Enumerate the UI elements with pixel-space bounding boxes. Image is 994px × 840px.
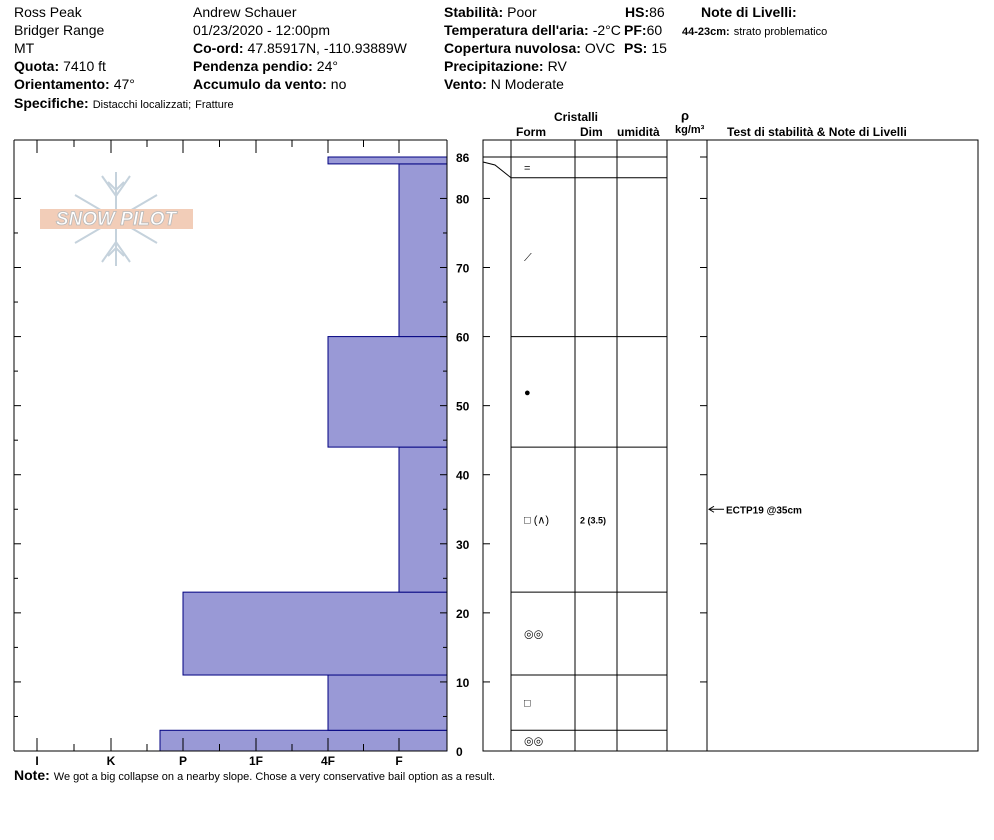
crystal-form-symbol: □ (∧) [524, 514, 550, 527]
rho-header: ρ [681, 108, 690, 123]
stability-label: Stabilità: [444, 4, 504, 20]
footer-note [14, 767, 495, 785]
table-frame [483, 140, 978, 751]
depth-tick-label: 10 [456, 675, 470, 690]
observation-datetime: 01/23/2020 - 12:00pm [193, 22, 330, 38]
depth-tick-label: 50 [456, 399, 470, 414]
hardness-tick-label: 4F [320, 754, 336, 768]
crystal-size-label: 2 (3.5) [580, 515, 607, 526]
note-label: Note: [14, 767, 50, 783]
layer-note-depth: 44-23cm: [682, 26, 730, 38]
ps-value: 15 [651, 40, 667, 56]
hardness-bar [399, 164, 447, 337]
range-name: Bridger Range [14, 22, 105, 38]
pf-label: PF: [624, 22, 647, 38]
surface-connector [483, 162, 511, 178]
snowpilot-logo [40, 172, 193, 266]
specifics-item: Fratture [195, 99, 234, 111]
specifics-label: Specifiche: [14, 95, 89, 111]
hardness-tick-label: I [35, 754, 39, 768]
aspect-label: Orientamento: [14, 76, 110, 92]
wind-loading-value: no [330, 76, 347, 92]
size-header: Dim [580, 125, 603, 139]
hardness-tick-label: 1F [248, 754, 264, 768]
stability-test-label: ECTP19 @35cm [726, 505, 802, 517]
depth-tick-label: 86 [456, 151, 470, 165]
depth-tick-label: 70 [456, 261, 470, 276]
stability-value: Poor [507, 4, 537, 20]
coords-label: Co-ord: [193, 40, 244, 56]
elevation-label: Quota: [14, 58, 60, 74]
stability-notes-header: Test di stabilità & Note di Livelli [727, 125, 907, 139]
air-temp-value: -2°C [592, 22, 621, 38]
hardness-tick-label: P [178, 754, 188, 768]
hs-value: 86 [649, 4, 665, 20]
density-unit-header: kg/m³ [675, 124, 705, 136]
wind-label: Vento: [444, 76, 487, 92]
elevation-value: 7410 ft [63, 58, 106, 74]
depth-tick-label: 30 [456, 537, 470, 552]
slope-label: Pendenza pendio: [193, 58, 313, 74]
depth-tick-label: 40 [456, 468, 470, 483]
sky-label: Copertura nuvolosa: [444, 40, 581, 56]
location-name: Ross Peak [14, 4, 82, 20]
hardness-bar [160, 730, 447, 751]
crystal-form-symbol: □ [524, 697, 531, 710]
form-header: Form [516, 125, 546, 139]
air-temp-label: Temperatura dell'aria: [444, 22, 589, 38]
ps-label: PS: [624, 40, 648, 56]
crystal-form-symbol: ● [524, 386, 531, 399]
note-text: We got a big collapse on a nearby slope. Chose a very conservative bail option as a result. [53, 771, 496, 783]
hardness-tick-label: F [395, 754, 403, 768]
coords-value: 47.85917N, -110.93889W [247, 40, 407, 56]
slope-value: 24° [316, 58, 338, 74]
depth-tick-label: 0 [456, 745, 463, 759]
logo-text: SNOW PILOT [55, 209, 177, 230]
crystal-form-symbol: = [524, 162, 531, 175]
hs-label: HS: [625, 4, 650, 20]
hardness-bar [328, 157, 447, 164]
hardness-bar [328, 337, 447, 448]
crystal-form-symbol: ◎◎ [524, 735, 544, 748]
aspect-value: 47° [113, 76, 135, 92]
hardness-tick-label: K [106, 754, 116, 768]
sky-value: OVC [584, 40, 616, 56]
specifics-item: Distacchi localizzati; [92, 99, 192, 111]
crystal-form-symbol: ◎◎ [524, 628, 544, 641]
hardness-bar [399, 447, 447, 592]
crystals-header: Cristalli [554, 110, 599, 124]
hardness-bar [183, 592, 447, 675]
crystal-form-symbol: ⟋ [524, 252, 532, 265]
depth-tick-label: 20 [456, 606, 470, 621]
depth-tick-label: 60 [456, 330, 470, 345]
layer-note-text: strato problematico [733, 26, 828, 38]
hardness-bar [328, 675, 447, 730]
pf-value: 60 [646, 22, 663, 38]
wind-value: N Moderate [490, 76, 564, 92]
moisture-header: umidità [617, 125, 660, 139]
precip-value: RV [547, 58, 567, 74]
observer-name: Andrew Schauer [193, 4, 297, 20]
state-name: MT [14, 40, 35, 56]
depth-tick-label: 80 [456, 192, 470, 207]
layer-notes-title: Note di Livelli: [701, 4, 797, 20]
precip-label: Precipitazione: [444, 58, 544, 74]
wind-loading-label: Accumulo da vento: [193, 76, 327, 92]
